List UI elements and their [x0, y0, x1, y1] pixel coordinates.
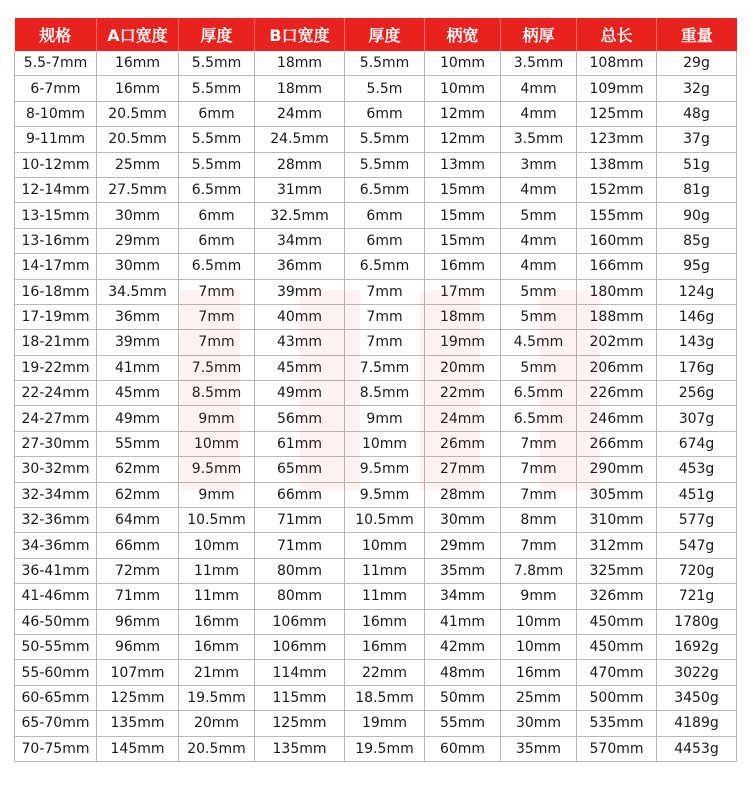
cell-a-thickness: 11mm: [179, 584, 255, 609]
cell-a-thickness: 6mm: [179, 228, 255, 253]
cell-handle-width: 26mm: [425, 431, 501, 456]
cell-a-thickness: 8.5mm: [179, 381, 255, 406]
cell-b-thickness: 11mm: [345, 584, 425, 609]
cell-spec: 27-30mm: [15, 431, 97, 456]
cell-spec: 8-10mm: [15, 101, 97, 126]
cell-weight: 1780g: [657, 609, 737, 634]
cell-a-thickness: 20mm: [179, 711, 255, 736]
cell-a-thickness: 19.5mm: [179, 685, 255, 710]
cell-b-width: 65mm: [255, 457, 345, 482]
table-row: [15, 304, 737, 329]
cell-b-width: 34mm: [255, 228, 345, 253]
cell-handle-width: 42mm: [425, 634, 501, 659]
cell-a-width: 55mm: [97, 431, 179, 456]
cell-handle-thickness: 4.5mm: [501, 330, 577, 355]
table-row: [15, 279, 737, 304]
table-row: [15, 51, 737, 76]
cell-spec: 13-15mm: [15, 203, 97, 228]
cell-spec: 24-27mm: [15, 406, 97, 431]
cell-b-width: 80mm: [255, 584, 345, 609]
header-cell-spec: 规格: [15, 18, 97, 51]
cell-handle-thickness: 7mm: [501, 431, 577, 456]
cell-handle-width: 60mm: [425, 736, 501, 761]
cell-handle-width: 12mm: [425, 127, 501, 152]
cell-weight: 577g: [657, 508, 737, 533]
cell-a-thickness: 16mm: [179, 634, 255, 659]
cell-a-width: 107mm: [97, 660, 179, 685]
cell-total-length: 180mm: [577, 279, 657, 304]
table-row: [15, 355, 737, 380]
cell-weight: 256g: [657, 381, 737, 406]
cell-handle-width: 15mm: [425, 177, 501, 202]
cell-handle-width: 12mm: [425, 101, 501, 126]
cell-a-width: 135mm: [97, 711, 179, 736]
cell-a-width: 96mm: [97, 609, 179, 634]
cell-spec: 55-60mm: [15, 660, 97, 685]
cell-total-length: 206mm: [577, 355, 657, 380]
cell-a-thickness: 9mm: [179, 406, 255, 431]
cell-total-length: 570mm: [577, 736, 657, 761]
cell-total-length: 535mm: [577, 711, 657, 736]
cell-a-width: 30mm: [97, 203, 179, 228]
cell-b-width: 80mm: [255, 558, 345, 583]
cell-weight: 81g: [657, 177, 737, 202]
cell-b-width: 32.5mm: [255, 203, 345, 228]
cell-handle-thickness: 25mm: [501, 685, 577, 710]
cell-a-width: 145mm: [97, 736, 179, 761]
cell-b-thickness: 5.5mm: [345, 51, 425, 76]
cell-total-length: 470mm: [577, 660, 657, 685]
cell-b-width: 31mm: [255, 177, 345, 202]
table-row: [15, 609, 737, 634]
cell-a-thickness: 5.5mm: [179, 152, 255, 177]
cell-spec: 34-36mm: [15, 533, 97, 558]
cell-handle-width: 55mm: [425, 711, 501, 736]
cell-handle-width: 10mm: [425, 51, 501, 76]
cell-b-thickness: 6mm: [345, 203, 425, 228]
cell-a-width: 20.5mm: [97, 127, 179, 152]
cell-b-thickness: 6.5mm: [345, 177, 425, 202]
cell-total-length: 450mm: [577, 634, 657, 659]
cell-a-width: 34.5mm: [97, 279, 179, 304]
cell-b-width: 125mm: [255, 711, 345, 736]
cell-b-thickness: 6mm: [345, 228, 425, 253]
cell-b-width: 56mm: [255, 406, 345, 431]
cell-b-width: 61mm: [255, 431, 345, 456]
cell-handle-thickness: 8mm: [501, 508, 577, 533]
cell-total-length: 202mm: [577, 330, 657, 355]
table-row: [15, 736, 737, 761]
cell-a-thickness: 6.5mm: [179, 177, 255, 202]
cell-handle-width: 15mm: [425, 203, 501, 228]
cell-b-width: 66mm: [255, 482, 345, 507]
table-row: [15, 533, 737, 558]
cell-weight: 453g: [657, 457, 737, 482]
cell-weight: 4189g: [657, 711, 737, 736]
cell-handle-thickness: 6.5mm: [501, 381, 577, 406]
cell-b-thickness: 9.5mm: [345, 482, 425, 507]
cell-handle-thickness: 3mm: [501, 152, 577, 177]
cell-weight: 85g: [657, 228, 737, 253]
table-row: [15, 634, 737, 659]
cell-a-width: 20.5mm: [97, 101, 179, 126]
cell-a-thickness: 6mm: [179, 101, 255, 126]
cell-a-thickness: 6.5mm: [179, 254, 255, 279]
cell-handle-thickness: 7mm: [501, 457, 577, 482]
cell-a-width: 64mm: [97, 508, 179, 533]
cell-b-width: 106mm: [255, 609, 345, 634]
cell-total-length: 188mm: [577, 304, 657, 329]
cell-weight: 143g: [657, 330, 737, 355]
cell-weight: 451g: [657, 482, 737, 507]
cell-total-length: 226mm: [577, 381, 657, 406]
cell-handle-width: 18mm: [425, 304, 501, 329]
cell-handle-width: 22mm: [425, 381, 501, 406]
cell-spec: 19-22mm: [15, 355, 97, 380]
cell-b-width: 114mm: [255, 660, 345, 685]
table-row: [15, 177, 737, 202]
cell-spec: 22-24mm: [15, 381, 97, 406]
cell-weight: 124g: [657, 279, 737, 304]
cell-spec: 9-11mm: [15, 127, 97, 152]
cell-handle-width: 15mm: [425, 228, 501, 253]
cell-weight: 32g: [657, 76, 737, 101]
cell-b-thickness: 9.5mm: [345, 457, 425, 482]
table-row: [15, 711, 737, 736]
cell-handle-width: 16mm: [425, 254, 501, 279]
cell-total-length: 166mm: [577, 254, 657, 279]
cell-handle-width: 41mm: [425, 609, 501, 634]
header-cell-handle-thickness: 柄厚: [501, 18, 577, 51]
cell-a-width: 125mm: [97, 685, 179, 710]
cell-weight: 3022g: [657, 660, 737, 685]
cell-a-width: 39mm: [97, 330, 179, 355]
cell-a-thickness: 5.5mm: [179, 76, 255, 101]
table-row: [15, 254, 737, 279]
cell-b-thickness: 7.5mm: [345, 355, 425, 380]
cell-handle-width: 29mm: [425, 533, 501, 558]
cell-spec: 6-7mm: [15, 76, 97, 101]
cell-a-thickness: 6mm: [179, 203, 255, 228]
cell-weight: 90g: [657, 203, 737, 228]
cell-handle-thickness: 7.8mm: [501, 558, 577, 583]
cell-total-length: 266mm: [577, 431, 657, 456]
cell-weight: 176g: [657, 355, 737, 380]
cell-b-width: 106mm: [255, 634, 345, 659]
cell-b-thickness: 16mm: [345, 634, 425, 659]
cell-b-width: 71mm: [255, 533, 345, 558]
header-cell-total-length: 总长: [577, 18, 657, 51]
cell-handle-width: 13mm: [425, 152, 501, 177]
cell-total-length: 108mm: [577, 51, 657, 76]
cell-a-width: 96mm: [97, 634, 179, 659]
cell-spec: 41-46mm: [15, 584, 97, 609]
cell-b-thickness: 5.5m: [345, 76, 425, 101]
cell-b-width: 115mm: [255, 685, 345, 710]
cell-weight: 4453g: [657, 736, 737, 761]
cell-a-width: 62mm: [97, 457, 179, 482]
cell-a-width: 62mm: [97, 482, 179, 507]
cell-weight: 307g: [657, 406, 737, 431]
table-row: [15, 457, 737, 482]
cell-spec: 50-55mm: [15, 634, 97, 659]
cell-b-width: 45mm: [255, 355, 345, 380]
cell-total-length: 160mm: [577, 228, 657, 253]
cell-spec: 46-50mm: [15, 609, 97, 634]
cell-total-length: 290mm: [577, 457, 657, 482]
cell-total-length: 305mm: [577, 482, 657, 507]
cell-a-thickness: 10mm: [179, 431, 255, 456]
cell-a-width: 71mm: [97, 584, 179, 609]
cell-b-thickness: 22mm: [345, 660, 425, 685]
cell-a-width: 16mm: [97, 76, 179, 101]
cell-handle-thickness: 4mm: [501, 76, 577, 101]
cell-handle-thickness: 3.5mm: [501, 51, 577, 76]
header-cell-a-thickness: 厚度: [179, 18, 255, 51]
cell-total-length: 325mm: [577, 558, 657, 583]
cell-handle-width: 10mm: [425, 76, 501, 101]
cell-a-thickness: 7mm: [179, 304, 255, 329]
cell-total-length: 326mm: [577, 584, 657, 609]
cell-spec: 70-75mm: [15, 736, 97, 761]
cell-handle-width: 20mm: [425, 355, 501, 380]
cell-b-thickness: 7mm: [345, 279, 425, 304]
table-body: [15, 51, 737, 761]
table-row: [15, 431, 737, 456]
cell-a-thickness: 10mm: [179, 533, 255, 558]
cell-b-width: 24mm: [255, 101, 345, 126]
cell-handle-width: 27mm: [425, 457, 501, 482]
header-cell-b-width: B口宽度: [255, 18, 345, 51]
cell-b-width: 43mm: [255, 330, 345, 355]
cell-a-width: 36mm: [97, 304, 179, 329]
cell-b-thickness: 19mm: [345, 711, 425, 736]
spec-table: [14, 18, 737, 762]
cell-b-thickness: 10mm: [345, 533, 425, 558]
table-row: [15, 127, 737, 152]
table-row: [15, 330, 737, 355]
cell-a-thickness: 5.5mm: [179, 51, 255, 76]
cell-weight: 95g: [657, 254, 737, 279]
cell-total-length: 123mm: [577, 127, 657, 152]
header-cell-handle-width: 柄宽: [425, 18, 501, 51]
cell-b-thickness: 9mm: [345, 406, 425, 431]
cell-handle-thickness: 4mm: [501, 101, 577, 126]
cell-b-thickness: 8.5mm: [345, 381, 425, 406]
cell-weight: 1692g: [657, 634, 737, 659]
cell-spec: 60-65mm: [15, 685, 97, 710]
cell-total-length: 246mm: [577, 406, 657, 431]
cell-spec: 16-18mm: [15, 279, 97, 304]
cell-a-width: 25mm: [97, 152, 179, 177]
cell-handle-thickness: 10mm: [501, 609, 577, 634]
cell-b-width: 24.5mm: [255, 127, 345, 152]
cell-a-thickness: 10.5mm: [179, 508, 255, 533]
cell-b-thickness: 5.5mm: [345, 152, 425, 177]
cell-handle-thickness: 4mm: [501, 254, 577, 279]
cell-handle-width: 30mm: [425, 508, 501, 533]
cell-a-width: 45mm: [97, 381, 179, 406]
table-row: [15, 228, 737, 253]
cell-weight: 48g: [657, 101, 737, 126]
table-row: [15, 685, 737, 710]
cell-a-thickness: 5.5mm: [179, 127, 255, 152]
cell-total-length: 310mm: [577, 508, 657, 533]
cell-b-thickness: 16mm: [345, 609, 425, 634]
cell-a-thickness: 7mm: [179, 279, 255, 304]
cell-spec: 17-19mm: [15, 304, 97, 329]
cell-a-thickness: 7.5mm: [179, 355, 255, 380]
cell-b-thickness: 7mm: [345, 330, 425, 355]
header-cell-weight: 重量: [657, 18, 737, 51]
cell-b-thickness: 11mm: [345, 558, 425, 583]
cell-total-length: 155mm: [577, 203, 657, 228]
cell-a-width: 66mm: [97, 533, 179, 558]
cell-b-thickness: 7mm: [345, 304, 425, 329]
cell-b-thickness: 6.5mm: [345, 254, 425, 279]
cell-spec: 10-12mm: [15, 152, 97, 177]
table-row: [15, 508, 737, 533]
cell-b-width: 28mm: [255, 152, 345, 177]
cell-handle-width: 28mm: [425, 482, 501, 507]
table-row: [15, 558, 737, 583]
cell-handle-width: 17mm: [425, 279, 501, 304]
cell-handle-thickness: 5mm: [501, 279, 577, 304]
cell-b-width: 18mm: [255, 51, 345, 76]
cell-handle-width: 48mm: [425, 660, 501, 685]
cell-b-thickness: 10.5mm: [345, 508, 425, 533]
cell-weight: 547g: [657, 533, 737, 558]
cell-weight: 29g: [657, 51, 737, 76]
cell-spec: 14-17mm: [15, 254, 97, 279]
cell-handle-thickness: 7mm: [501, 482, 577, 507]
cell-a-width: 27.5mm: [97, 177, 179, 202]
table-row: [15, 101, 737, 126]
cell-a-thickness: 7mm: [179, 330, 255, 355]
cell-handle-thickness: 5mm: [501, 203, 577, 228]
cell-total-length: 109mm: [577, 76, 657, 101]
cell-b-width: 135mm: [255, 736, 345, 761]
cell-handle-width: 19mm: [425, 330, 501, 355]
cell-handle-width: 24mm: [425, 406, 501, 431]
cell-handle-thickness: 4mm: [501, 228, 577, 253]
cell-spec: 32-34mm: [15, 482, 97, 507]
table-row: [15, 76, 737, 101]
cell-spec: 18-21mm: [15, 330, 97, 355]
cell-handle-thickness: 35mm: [501, 736, 577, 761]
table-row: [15, 381, 737, 406]
cell-a-width: 30mm: [97, 254, 179, 279]
cell-a-thickness: 20.5mm: [179, 736, 255, 761]
cell-a-thickness: 11mm: [179, 558, 255, 583]
cell-a-thickness: 9mm: [179, 482, 255, 507]
table-row: [15, 584, 737, 609]
cell-handle-width: 35mm: [425, 558, 501, 583]
cell-b-width: 49mm: [255, 381, 345, 406]
cell-a-width: 16mm: [97, 51, 179, 76]
cell-handle-thickness: 5mm: [501, 355, 577, 380]
cell-a-thickness: 16mm: [179, 609, 255, 634]
cell-handle-width: 34mm: [425, 584, 501, 609]
cell-total-length: 138mm: [577, 152, 657, 177]
cell-spec: 12-14mm: [15, 177, 97, 202]
cell-a-width: 72mm: [97, 558, 179, 583]
header-cell-b-thickness: 厚度: [345, 18, 425, 51]
cell-total-length: 500mm: [577, 685, 657, 710]
header-row: [15, 18, 737, 51]
cell-spec: 32-36mm: [15, 508, 97, 533]
table-row: [15, 152, 737, 177]
cell-spec: 5.5-7mm: [15, 51, 97, 76]
cell-handle-thickness: 5mm: [501, 304, 577, 329]
cell-total-length: 152mm: [577, 177, 657, 202]
cell-handle-thickness: 9mm: [501, 584, 577, 609]
cell-b-width: 18mm: [255, 76, 345, 101]
cell-spec: 30-32mm: [15, 457, 97, 482]
table-row: [15, 660, 737, 685]
cell-weight: 37g: [657, 127, 737, 152]
cell-a-width: 41mm: [97, 355, 179, 380]
cell-b-width: 71mm: [255, 508, 345, 533]
cell-spec: 36-41mm: [15, 558, 97, 583]
cell-weight: 674g: [657, 431, 737, 456]
cell-weight: 720g: [657, 558, 737, 583]
cell-b-width: 40mm: [255, 304, 345, 329]
cell-handle-thickness: 16mm: [501, 660, 577, 685]
cell-spec: 13-16mm: [15, 228, 97, 253]
cell-spec: 65-70mm: [15, 711, 97, 736]
cell-b-width: 36mm: [255, 254, 345, 279]
cell-weight: 3450g: [657, 685, 737, 710]
cell-weight: 51g: [657, 152, 737, 177]
header-cell-a-width: A口宽度: [97, 18, 179, 51]
cell-a-thickness: 9.5mm: [179, 457, 255, 482]
cell-b-thickness: 18.5mm: [345, 685, 425, 710]
cell-b-thickness: 10mm: [345, 431, 425, 456]
cell-handle-width: 50mm: [425, 685, 501, 710]
cell-b-thickness: 19.5mm: [345, 736, 425, 761]
cell-handle-thickness: 6.5mm: [501, 406, 577, 431]
table-row: [15, 406, 737, 431]
cell-weight: 721g: [657, 584, 737, 609]
cell-b-thickness: 5.5mm: [345, 127, 425, 152]
table-row: [15, 482, 737, 507]
cell-a-width: 29mm: [97, 228, 179, 253]
cell-handle-thickness: 3.5mm: [501, 127, 577, 152]
cell-b-width: 39mm: [255, 279, 345, 304]
cell-weight: 146g: [657, 304, 737, 329]
cell-handle-thickness: 10mm: [501, 634, 577, 659]
cell-total-length: 312mm: [577, 533, 657, 558]
cell-b-thickness: 6mm: [345, 101, 425, 126]
cell-handle-thickness: 4mm: [501, 177, 577, 202]
table-row: [15, 203, 737, 228]
cell-handle-thickness: 7mm: [501, 533, 577, 558]
cell-handle-thickness: 30mm: [501, 711, 577, 736]
cell-total-length: 125mm: [577, 101, 657, 126]
cell-total-length: 450mm: [577, 609, 657, 634]
spec-table-container: [14, 18, 736, 762]
cell-a-width: 49mm: [97, 406, 179, 431]
cell-a-thickness: 21mm: [179, 660, 255, 685]
